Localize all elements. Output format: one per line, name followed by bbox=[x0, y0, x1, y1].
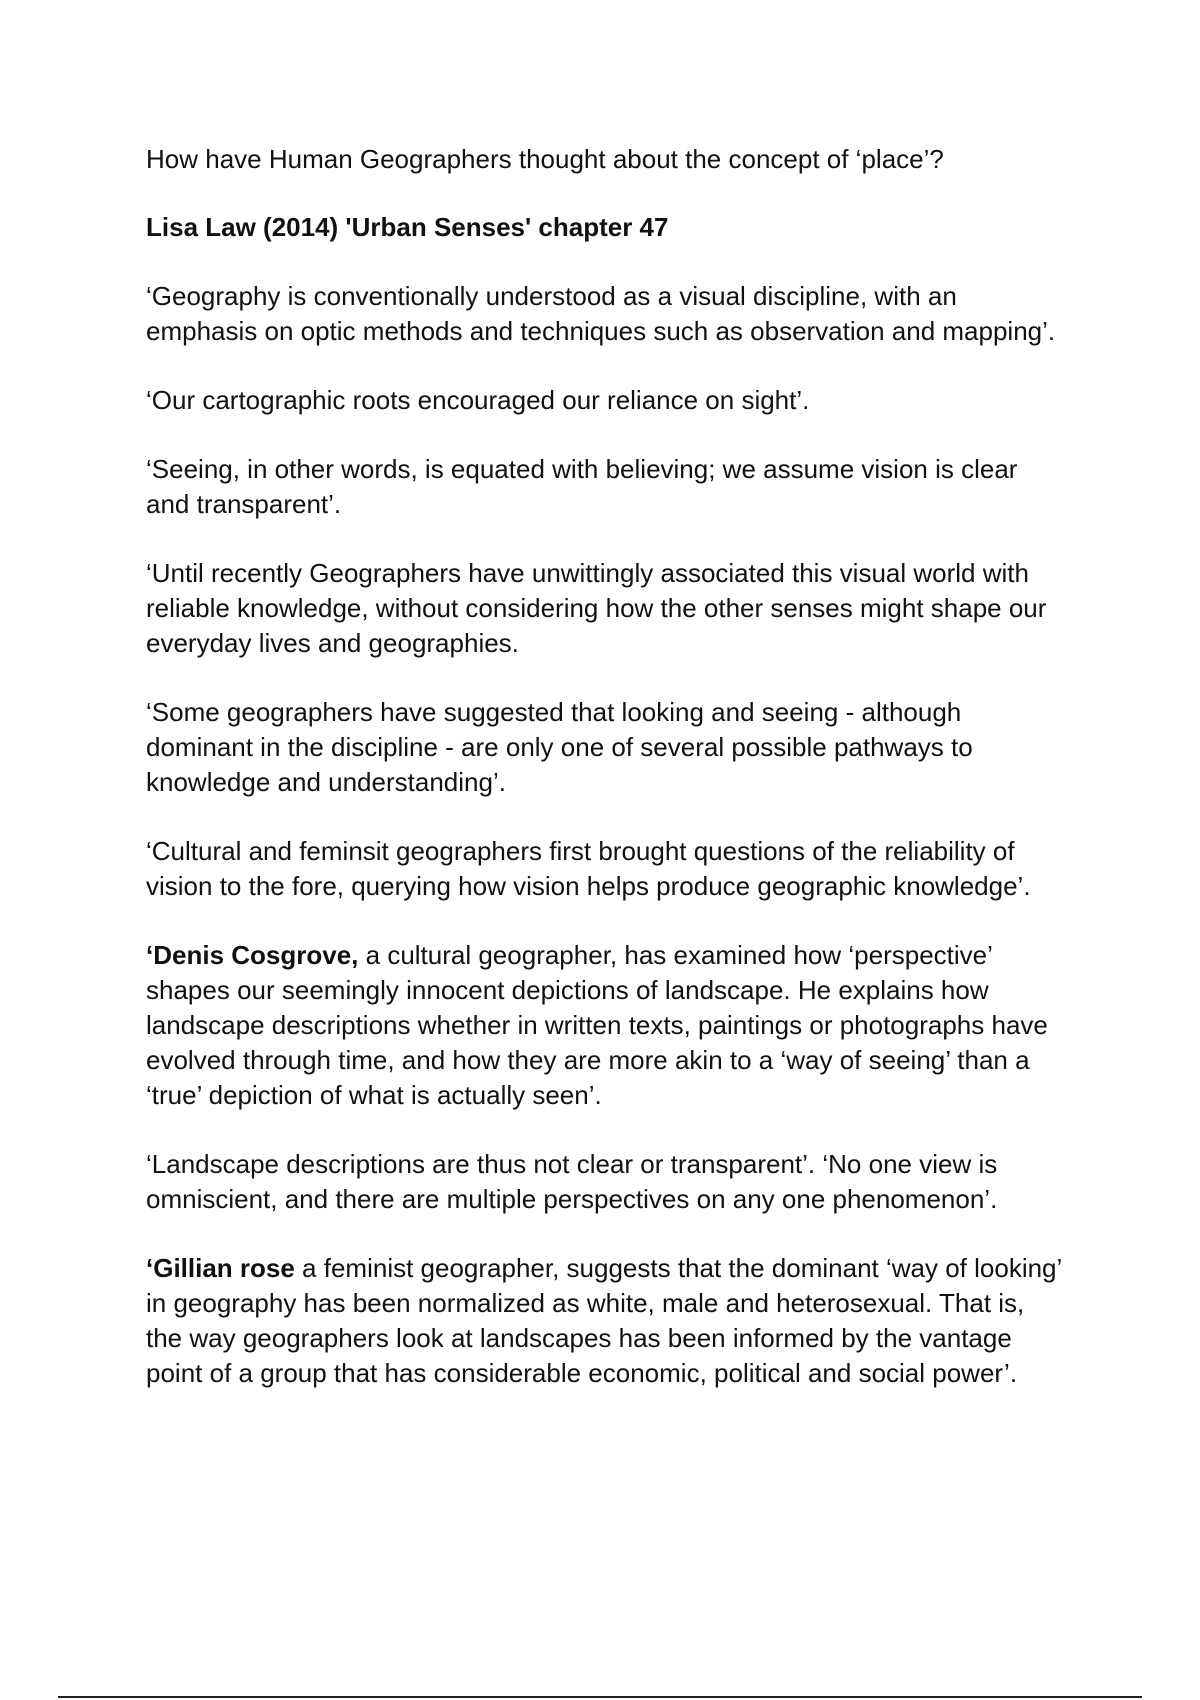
cosgrove-text: a cultural geographer, has examined how ‘perspective’ shapes our seemingly innocent depictions of landscape. He explains how landscape descriptions whether in written texts, paintings or photographs have evolved through time, and how they are more akin to a ‘way of seeing’ than a ‘true’ depiction of what is actually seen’. bbox=[146, 940, 1048, 1110]
quote-paragraph: ‘Seeing, in other words, is equated with believing; we assume vision is clear and transparent’. bbox=[146, 454, 1018, 519]
question-heading: How have Human Geographers thought about the concept of ‘place’? bbox=[146, 144, 944, 174]
rose-name: ‘Gillian rose bbox=[146, 1253, 295, 1283]
cosgrove-paragraph bbox=[146, 938, 1066, 1113]
quote-paragraph: ‘Some geographers have suggested that looking and seeing - although dominant in the discipline - are only one of several possible pathways to knowledge and understanding’. bbox=[146, 697, 973, 797]
rose-paragraph bbox=[146, 1251, 1066, 1391]
quote-paragraph: ‘Geography is conventionally understood as a visual discipline, with an emphasis on optic methods and techniques such as observation and mapping’. bbox=[146, 281, 1056, 346]
rose-text: a feminist geographer, suggests that the dominant ‘way of looking’ in geography has been normalized as white, male and heterosexual. That is, the way geographers look at landscapes has been informed by the vantage point of a group that has considerable economic, political and social power’. bbox=[146, 1253, 1062, 1388]
quote-paragraph: ‘Until recently Geographers have unwittingly associated this visual world with reliable knowledge, without considering how the other senses might shape our everyday lives and geographies. bbox=[146, 558, 1047, 658]
source-heading: Lisa Law (2014) 'Urban Senses' chapter 47 bbox=[146, 212, 669, 242]
cosgrove-name: ‘Denis Cosgrove, bbox=[146, 940, 359, 970]
footer-divider bbox=[58, 1696, 1142, 1698]
quote-paragraph: ‘Cultural and feminsit geographers first brought questions of the reliability of vision to the fore, querying how vision helps produce geographic knowledge’. bbox=[146, 836, 1031, 901]
landscape-quote-paragraph: ‘Landscape descriptions are thus not clear or transparent’. ‘No one view is omniscient, and there are multiple perspectives on any one phenomenon’. bbox=[146, 1149, 998, 1214]
quote-paragraph: ‘Our cartographic roots encouraged our reliance on sight’. bbox=[146, 385, 810, 415]
document-page bbox=[146, 142, 1066, 1425]
